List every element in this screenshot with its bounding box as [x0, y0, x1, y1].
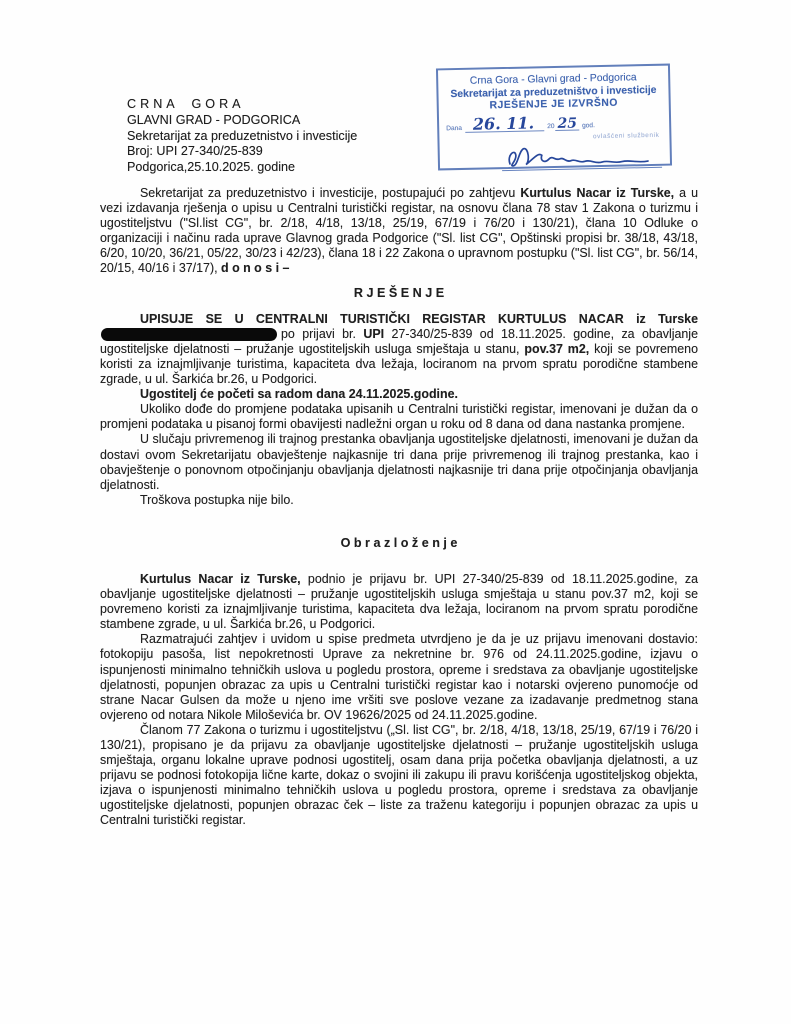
- paragraph-operative-1: [100, 312, 698, 387]
- letterhead: [127, 97, 357, 176]
- paragraph-explanation-3: [100, 723, 698, 829]
- text-segment: Ukoliko dođe do promjene podataka upisanih u Centralni turistički registar, imenovani je dužan da o promjeni podataka u pisanoj formi obavijesti nadležni organ u roku od 8 dana od dana nastanka promjene.: [100, 402, 698, 432]
- stamp-line-1: Crna Gora - Glavni grad - Podgorica: [469, 72, 637, 87]
- text-segment: Troškova postupka nije bilo.: [140, 492, 294, 507]
- text-segment: d o n o s i –: [221, 261, 290, 276]
- paragraph-operative-3: [100, 402, 698, 432]
- paragraph-intro: [100, 186, 698, 277]
- text-segment: Članom 77 Zakona o turizmu i ugostiteljstvu („Sl. list CG", br. 2/18, 4/18, 13/18, 25/19, 67/19 i 76/20 i 130/21), propisano je da prijavu za obavljanje ugostiteljske djelatnosti – pružanje ugostiteljskih usluga smještaja, organu lokalne uprave podnosi ugostitelj, osam dana prija početka obavljanja djelatnosti, a uz prijavu se podnosi fotokopija lične karte, dokaz o svojini ili zakupu ili pravu korišćenja ugostiteljskog objekta, izjava o ispunjenosti minimalno tehničkih uslova u pogledu prostora, opreme i sredstava za obavljanje ugostiteljske djelatnosti, popunjen obrazac ček – liste za traženu kategoriju i popunjen obrazac za upis u Centralni turistički registar.: [100, 722, 698, 828]
- text-segment: podnio je prijavu br. UPI 27-340/25-839 od 18.11.2025.godine, za obavljanje ugostiteljske djelatnosti – pružanje ugostiteljskih usluga smještaja u stanu pov.37 m2, koji se povremeno koristi za iznajmljivanje turistima, kapaciteta dva ležaja, lociranom na prvom spratu porodične stambene zgrade, u ul. Šarkića br.26, u Podgorici.: [100, 571, 699, 632]
- letterhead-department: Sekretarijat za preduzetnistvo i investicije: [127, 128, 358, 143]
- paragraph-costs: [100, 493, 698, 508]
- letterhead-country: CRNA GORA: [127, 97, 245, 111]
- text-segment: Ugostitelj će početi sa radom dana 24.11.2025.godine.: [140, 387, 458, 402]
- text-segment: UPISUJE SE U CENTRALNI TURISTIČKI REGISTAR KURTULUS NACAR iz Turske: [140, 311, 698, 326]
- text-segment: Kurtulus Nacar iz Turske,: [520, 186, 675, 200]
- paragraph-operative-4: [100, 432, 698, 492]
- letterhead-city: GLAVNI GRAD - PODGORICA: [127, 112, 301, 127]
- stamp-year-prefix: 20: [547, 122, 555, 130]
- text-segment: Sekretarijat za preduzetnistvo i investicije, postupajući po zahtjevu: [140, 186, 521, 200]
- letterhead-place-date: Podgorica,25.10.2025. godine: [127, 160, 296, 175]
- text-segment: 27-340/25-839 od 18.11.2025. godine, za obavljanje ugostiteljske djelatnosti – pružanje ugostiteljskih usluga smještaja u stanu,: [100, 326, 698, 356]
- text-segment: Razmatrajući zahtjev i uvidom u spise predmeta utvrdjeno je da je uz prijavu imenovani dostavio: fotokopiju pasoša, list nepokretnosti Uprave za nekretnine br. 976 od 24.11.2025.godine, izjavu o ispunjenosti minimalno tehničkih uslova u pogledu prostora, opreme i sredstava za obavljanje ugostiteljske djelatnosti, popunjen obrazac za upis u Centralni turistički registar kao i notarski ovjereno punomoćje od strane Nacar Gulsen da može u njeno ime vršiti sve poslove vezane za izadavanje predmetnog stana ovjereno od notara Nikole Miloševića br. OV 19626/2025 od 24.11.2025.godine.: [100, 632, 698, 722]
- text-segment: a u vezi izdavanja rješenja o upisu u Centralni turistički registar, na osnovu člana 78 stav 1 Zakona o turizmu i ugostiteljstvu ("Sl.list CG", br. 2/18, 4/18, 13/18, 25/19, 67/19 i 76/20 i 130/21), člana 10 Odluke o organizaciji i načinu rada uprave Glavnog grada Podgorice ("Sl. list CG", Opštinski propisi br. 38/18, 43/18, 6/20, 10/20, 36/21, 05/22, 30/23 i 42/23), člana 18 i 22 Zakona o upravnom postupku ("Sl. list CG", br. 56/14, 20/15, 40/16 i 37/17),: [100, 186, 699, 276]
- heading-rjesenje: R J E Š E N J E: [353, 285, 445, 300]
- stamp-year-suffix: god.: [581, 121, 595, 130]
- execution-stamp: [436, 64, 672, 171]
- heading-obrazlozenje: O b r a z l o ž e n j e: [340, 535, 458, 550]
- text-segment: po prijavi br.: [281, 326, 364, 341]
- stamp-line-3: RJEŠENJE JE IZVRŠNO: [489, 97, 619, 112]
- text-segment: pov.37 m2,: [524, 341, 590, 356]
- text-segment: Kurtulus Nacar iz Turske,: [140, 571, 301, 586]
- stamp-signer-label: ovlašćeni službenik: [592, 131, 660, 141]
- stamp-signature-area: [497, 130, 666, 171]
- document-body: [100, 186, 698, 829]
- stamp-line-2: Sekretarijat za preduzetništvo i investicije: [450, 84, 657, 100]
- stamp-handwritten-year: 25: [557, 115, 578, 132]
- text-segment: U slučaju privremenog ili trajnog prestanka obavljanja ugostiteljske djelatnosti, imenovani je dužan da dostavi ovom Sekretarijatu obavještenje najkasnije tri dana prije privremenog ili trajnog prestanka, kao i obavještenje o ponovnom otpočinjanju obavljanja djelatnosti najkasnije tri dana prije otpočinjanja obavljanja djelatnosti.: [100, 432, 698, 492]
- letterhead-case-number: Broj: UPI 27-340/25-839: [127, 144, 263, 159]
- redaction-bar: [101, 328, 277, 341]
- paragraph-explanation-1: [100, 572, 698, 632]
- paragraph-operative-2: [100, 387, 698, 402]
- stamp-handwritten-date: 26. 11.: [465, 117, 545, 133]
- stamp-date-label: Dana: [446, 124, 463, 133]
- paragraph-explanation-2: [100, 632, 698, 723]
- text-segment: koji se povremeno koristi za iznajmljivanje turistima, kapaciteta dva ležaja, lociranom na prvom spratu porodične stambene zgrade, u ul. Šarkića br.26, u Podgorici.: [100, 341, 698, 387]
- text-segment: UPI: [363, 326, 385, 341]
